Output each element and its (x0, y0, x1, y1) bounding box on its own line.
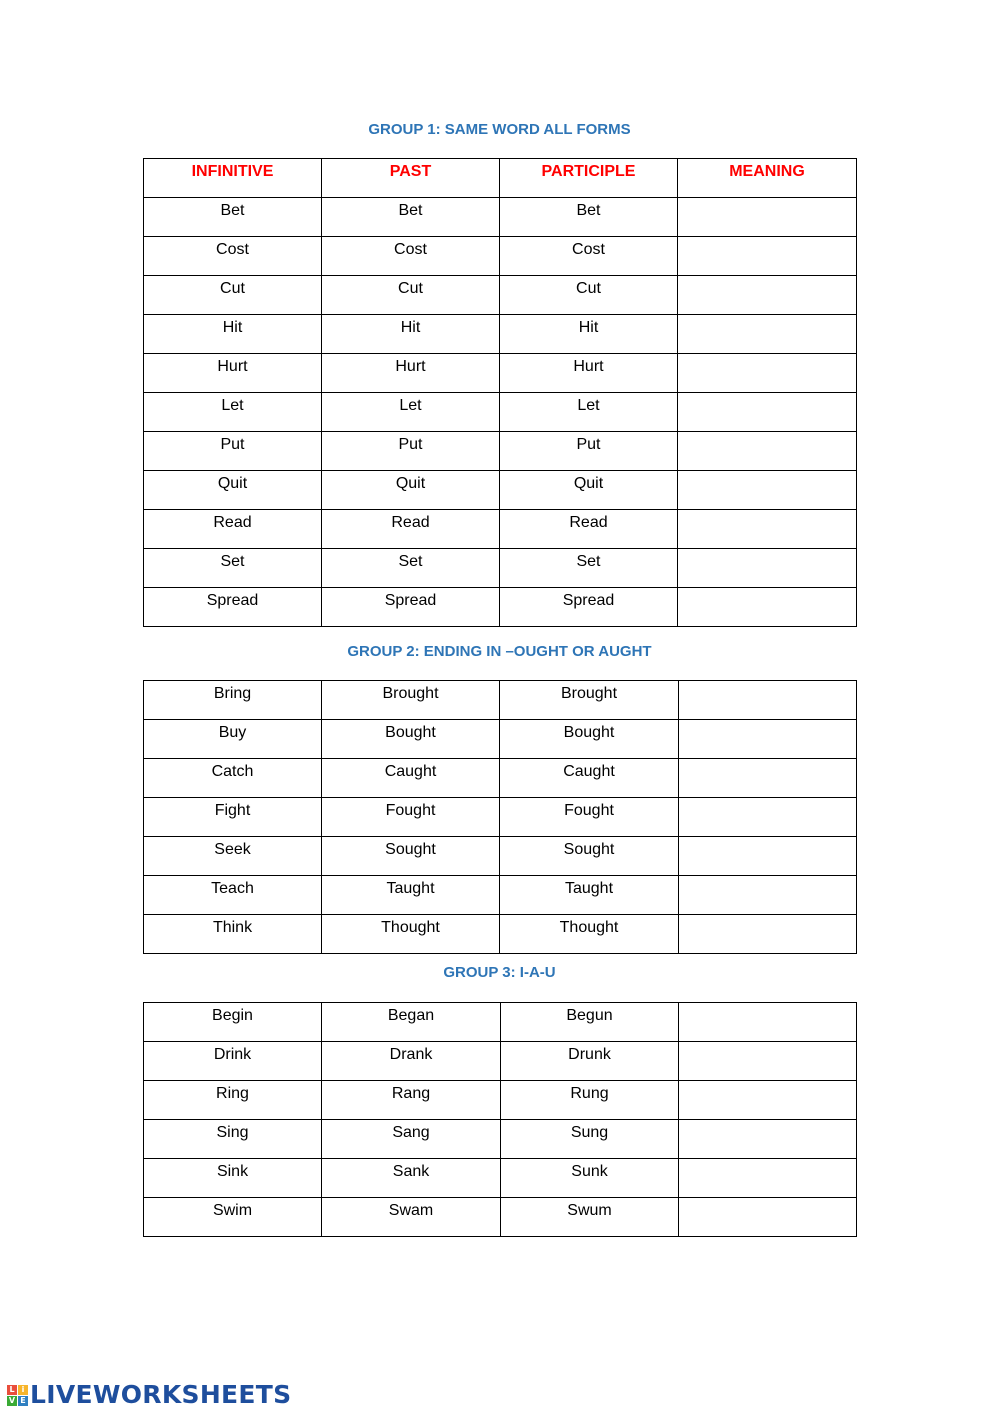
table-row (144, 1120, 857, 1159)
verb-cell: Bring (144, 681, 322, 720)
group-1-table (143, 158, 857, 627)
verb-cell: Quit (322, 471, 500, 510)
verb-cell: Put (144, 432, 322, 471)
meaning-cell[interactable] (679, 1003, 857, 1042)
meaning-cell[interactable] (679, 720, 857, 759)
verb-cell: Fought (322, 798, 500, 837)
table-row (144, 393, 857, 432)
table-row (144, 354, 857, 393)
verb-cell: Set (500, 549, 678, 588)
meaning-cell[interactable] (679, 1081, 857, 1120)
column-header: INFINITIVE (144, 159, 322, 198)
verb-cell: Hurt (322, 354, 500, 393)
meaning-cell[interactable] (678, 471, 857, 510)
table-row (144, 837, 857, 876)
verb-cell: Quit (144, 471, 322, 510)
table-row (144, 471, 857, 510)
group-3-table (143, 1002, 857, 1237)
meaning-cell[interactable] (678, 237, 857, 276)
column-header: MEANING (678, 159, 857, 198)
verb-cell: Spread (144, 588, 322, 627)
meaning-cell[interactable] (678, 276, 857, 315)
logo-wordmark: LIVEWORKSHEETS (30, 1380, 292, 1409)
verb-cell: Catch (144, 759, 322, 798)
verb-cell: Rang (322, 1081, 501, 1120)
verb-cell: Let (500, 393, 678, 432)
verb-cell: Buy (144, 720, 322, 759)
meaning-cell[interactable] (679, 1198, 857, 1237)
verb-cell: Bet (322, 198, 500, 237)
verb-cell: Fight (144, 798, 322, 837)
verb-cell: Drank (322, 1042, 501, 1081)
verb-cell: Bought (322, 720, 500, 759)
meaning-cell[interactable] (678, 354, 857, 393)
verb-cell: Bet (500, 198, 678, 237)
verb-cell: Cut (144, 276, 322, 315)
verb-cell: Hit (144, 315, 322, 354)
verb-cell: Swum (501, 1198, 679, 1237)
verb-cell: Think (144, 915, 322, 954)
meaning-cell[interactable] (678, 510, 857, 549)
meaning-cell[interactable] (679, 876, 857, 915)
verb-cell: Brought (322, 681, 500, 720)
verb-cell: Put (322, 432, 500, 471)
verb-cell: Teach (144, 876, 322, 915)
logo-block: L (7, 1385, 17, 1395)
verb-cell: Cost (144, 237, 322, 276)
verb-cell: Thought (500, 915, 679, 954)
meaning-cell[interactable] (678, 588, 857, 627)
table-row (144, 1042, 857, 1081)
meaning-cell[interactable] (678, 393, 857, 432)
table-row (144, 1081, 857, 1120)
verb-cell: Sought (500, 837, 679, 876)
verb-cell: Caught (500, 759, 679, 798)
table-row (144, 876, 857, 915)
meaning-cell[interactable] (679, 1159, 857, 1198)
verb-cell: Put (500, 432, 678, 471)
meaning-cell[interactable] (679, 1042, 857, 1081)
table-row (144, 276, 857, 315)
group-2-title: GROUP 2: ENDING IN –OUGHT OR AUGHT (347, 643, 652, 660)
verb-cell: Begin (144, 1003, 322, 1042)
table-row (144, 915, 857, 954)
table-row (144, 588, 857, 627)
table-row (144, 510, 857, 549)
table-row (144, 315, 857, 354)
verb-cell: Set (322, 549, 500, 588)
verb-cell: Cut (500, 276, 678, 315)
verb-cell: Sought (322, 837, 500, 876)
table-row (144, 1198, 857, 1237)
logo-block: V (8, 1395, 16, 1405)
verb-cell: Bought (500, 720, 679, 759)
verb-cell: Sink (144, 1159, 322, 1198)
verb-cell: Began (322, 1003, 501, 1042)
verb-cell: Read (500, 510, 678, 549)
verb-cell: Hurt (144, 354, 322, 393)
table-row (144, 720, 857, 759)
meaning-cell[interactable] (678, 198, 857, 237)
verb-cell: Read (322, 510, 500, 549)
group-2-table (143, 680, 857, 954)
table-row (144, 237, 857, 276)
table-row (144, 198, 857, 237)
verb-cell: Caught (322, 759, 500, 798)
verb-cell: Cut (322, 276, 500, 315)
meaning-cell[interactable] (679, 1120, 857, 1159)
verb-cell: Sung (501, 1120, 679, 1159)
meaning-cell[interactable] (678, 315, 857, 354)
meaning-cell[interactable] (679, 681, 857, 720)
verb-cell: Sing (144, 1120, 322, 1159)
verb-cell: Fought (500, 798, 679, 837)
verb-cell: Cost (322, 237, 500, 276)
verb-cell: Sank (322, 1159, 501, 1198)
verb-cell: Read (144, 510, 322, 549)
table-row (144, 1003, 857, 1042)
verb-cell: Cost (500, 237, 678, 276)
verb-cell: Drink (144, 1042, 322, 1081)
meaning-cell[interactable] (679, 759, 857, 798)
meaning-cell[interactable] (679, 837, 857, 876)
table-row (144, 432, 857, 471)
verb-cell: Thought (322, 915, 500, 954)
verb-cell: Spread (322, 588, 500, 627)
table-header-row (144, 159, 857, 198)
table-row (144, 681, 857, 720)
verb-cell: Hurt (500, 354, 678, 393)
verb-cell: Taught (500, 876, 679, 915)
verb-cell: Sang (322, 1120, 501, 1159)
verb-cell: Swim (144, 1198, 322, 1237)
verb-cell: Begun (501, 1003, 679, 1042)
verb-cell: Brought (500, 681, 679, 720)
logo-block: E (18, 1396, 28, 1406)
verb-cell: Let (322, 393, 500, 432)
meaning-cell[interactable] (678, 432, 857, 471)
meaning-cell[interactable] (679, 798, 857, 837)
verb-cell: Set (144, 549, 322, 588)
column-header: PAST (322, 159, 500, 198)
verb-cell: Sunk (501, 1159, 679, 1198)
verb-cell: Quit (500, 471, 678, 510)
meaning-cell[interactable] (679, 915, 857, 954)
verb-cell: Ring (144, 1081, 322, 1120)
logo-mark-icon (7, 1385, 28, 1406)
meaning-cell[interactable] (678, 549, 857, 588)
verb-cell: Drunk (501, 1042, 679, 1081)
verb-cell: Spread (500, 588, 678, 627)
verb-cell: Rung (501, 1081, 679, 1120)
table-row (144, 1159, 857, 1198)
verb-cell: Hit (322, 315, 500, 354)
verb-cell: Let (144, 393, 322, 432)
column-header: PARTICIPLE (500, 159, 678, 198)
liveworksheets-logo (7, 1381, 291, 1409)
table-row (144, 798, 857, 837)
group-1-title: GROUP 1: SAME WORD ALL FORMS (368, 121, 631, 138)
verb-cell: Seek (144, 837, 322, 876)
logo-block: i (18, 1385, 28, 1395)
verb-cell: Hit (500, 315, 678, 354)
table-row (144, 549, 857, 588)
verb-cell: Swam (322, 1198, 501, 1237)
verb-cell: Taught (322, 876, 500, 915)
verb-cell: Bet (144, 198, 322, 237)
group-3-title: GROUP 3: I-A-U (443, 964, 556, 981)
table-row (144, 759, 857, 798)
